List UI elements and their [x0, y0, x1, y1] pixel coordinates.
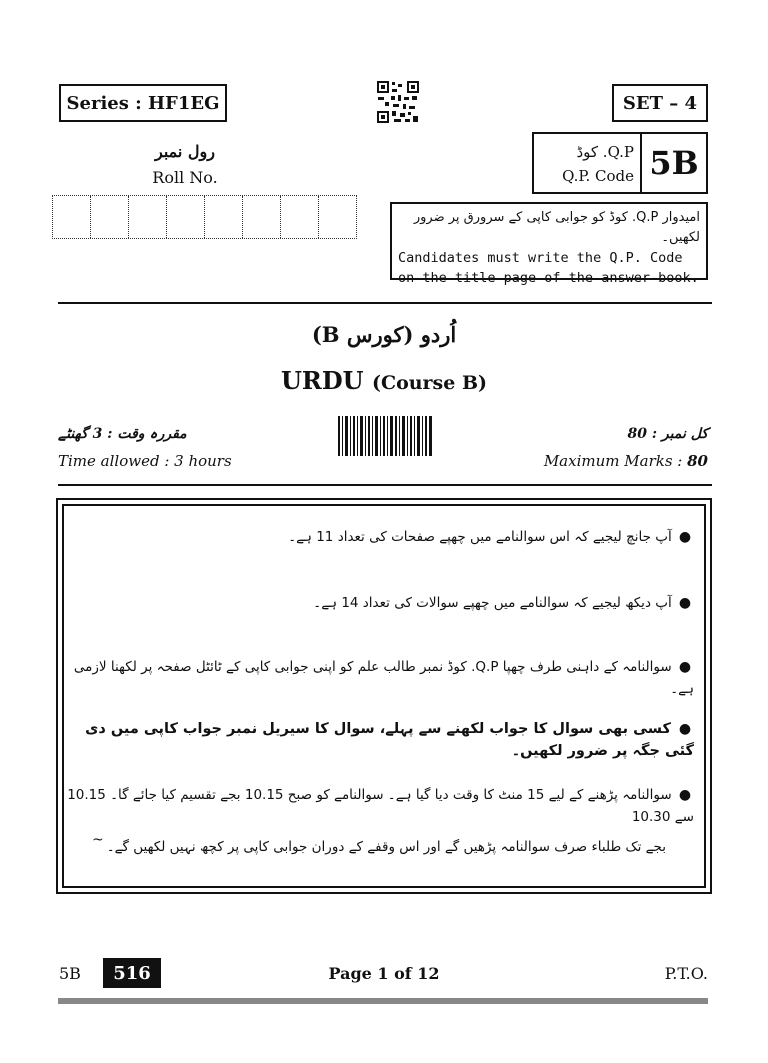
- roll-number-cell[interactable]: [167, 196, 205, 238]
- footer-number-badge: 516: [103, 958, 161, 988]
- bullet-icon: ●: [678, 721, 692, 737]
- candidate-instruction-urdu: امیدوار Q.P. کوڈ کو جوابی کاپی کے سرورق پر ضرور لکھیں۔: [413, 210, 700, 245]
- instruction-text: سوالنامہ پڑھنے کے لیے 15 منٹ کا وقت دیا گیا ہے۔ سوالنامے کو صبح 10.15 بجے تقسیم کیا جائے گا۔ 10.15 سے 10.30: [67, 787, 694, 825]
- bullet-icon: ●: [678, 787, 692, 803]
- roll-number-cell[interactable]: [53, 196, 91, 238]
- title-urdu: اُردو (کورس B): [311, 322, 457, 347]
- bullet-icon: ●: [678, 529, 692, 545]
- page-number: Page 1 of 12: [328, 964, 440, 983]
- roll-number-cell[interactable]: [243, 196, 281, 238]
- roll-number-grid[interactable]: [52, 195, 357, 239]
- instruction-text: کسی بھی سوال کا جواب لکھنے سے پہلے، سوال کا سیریل نمبر جواب کاپی میں دی گئی جگہ پر ضرور لکھیں۔: [85, 721, 694, 759]
- instruction-item-3: [64, 656, 694, 700]
- roll-number-cell[interactable]: [281, 196, 319, 238]
- tilde-mark: ~: [92, 832, 104, 848]
- instruction-text: آپ دیکھ لیجیے کہ سوالنامے میں چھپے سوالات کی تعداد 14 ہے۔: [313, 595, 672, 611]
- time-allowed-urdu: مقررہ وقت : 3 گھنٹے: [58, 426, 187, 442]
- maximum-marks-urdu: کل نمبر : 80: [627, 426, 708, 442]
- instruction-item-4: [64, 718, 694, 762]
- instruction-item-5-continued: [107, 836, 666, 858]
- footer-qp-code: 5B: [59, 964, 81, 983]
- maximum-marks-label: Maximum Marks :: [543, 452, 688, 470]
- roll-number-cell[interactable]: [91, 196, 129, 238]
- candidate-instruction-line-2: on the title page of the answer-book.: [398, 270, 699, 286]
- qp-code-labels: [534, 134, 642, 192]
- instructions-inner-box: [62, 504, 706, 888]
- meta-divider: [58, 484, 712, 486]
- qr-code-icon: [376, 80, 420, 124]
- maximum-marks-value: 80: [687, 452, 708, 470]
- roll-number-label: Roll No.: [152, 168, 218, 187]
- qp-code-label: Q.P. Code: [562, 167, 634, 185]
- bullet-icon: ●: [678, 595, 692, 611]
- candidate-instruction-box: [390, 202, 708, 286]
- roll-number-cell[interactable]: [319, 196, 356, 238]
- instruction-text: سوالنامہ کے داہنی طرف چھپا Q.P. کوڈ نمبر طالب علم کو اپنی جوابی کاپی کے ٹائٹل صفحہ پر لکھنا لازمی ہے۔: [73, 659, 694, 697]
- qp-code-urdu-label: Q.P. کوڈ: [576, 143, 634, 161]
- time-allowed: Time allowed : 3 hours: [58, 452, 232, 470]
- instruction-text: بجے تک طلباء صرف سوالنامہ پڑھیں گے اور اس وقفے کے دوران جوابی کاپی پر کچھ نہیں لکھیں گے۔: [106, 839, 666, 855]
- instruction-item-2: [313, 592, 694, 614]
- qp-code-box: [532, 132, 708, 194]
- instructions-box: [56, 498, 712, 894]
- series-label: Series : HF1EG: [59, 84, 227, 122]
- barcode-icon: [338, 416, 432, 456]
- qp-code-value: 5B: [649, 144, 699, 182]
- pto-label: P.T.O.: [664, 964, 708, 983]
- title-english: [0, 366, 768, 395]
- title-english-main: URDU: [280, 366, 364, 395]
- candidate-instruction-line-1: Candidates must write the Q.P. Code: [398, 250, 683, 266]
- bullet-icon: ●: [678, 659, 692, 675]
- instruction-item-1: [288, 526, 694, 548]
- instruction-item-5: [64, 784, 694, 828]
- roll-number-urdu-label: رول نمبر: [154, 142, 215, 161]
- title-english-sub: (Course B): [371, 372, 488, 394]
- maximum-marks: [544, 452, 708, 470]
- footer-bar: [58, 998, 708, 1004]
- set-label: SET – 4: [612, 84, 708, 122]
- roll-number-cell[interactable]: [129, 196, 167, 238]
- roll-number-cell[interactable]: [205, 196, 243, 238]
- instruction-text: آپ جانچ لیجیے کہ اس سوالنامے میں چھپے صفحات کی تعداد 11 ہے۔: [288, 529, 672, 545]
- header-divider: [58, 302, 712, 304]
